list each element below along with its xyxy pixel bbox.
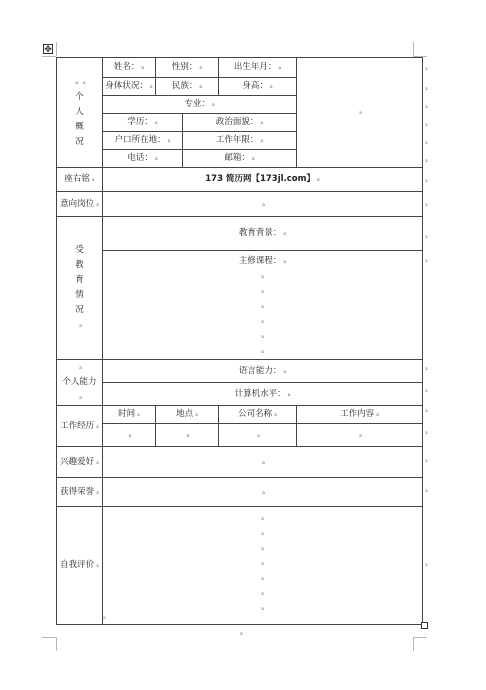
photo-cell[interactable]: ₐ [297,58,423,168]
honors-value[interactable]: ₐ [103,478,423,507]
email-cell[interactable]: 邮箱： ₐ [183,150,297,168]
self-eval-label: 自我评价 ₐ [57,507,103,625]
row-end-marker: ₐ [425,138,428,146]
ethnicity-cell[interactable]: 民族： ₐ [156,78,219,96]
row-end-marker: ₐ [425,428,428,436]
computer-cell[interactable]: 计算机水平： ₐ [103,383,423,406]
ability-label: ₐ 个人能力 ₐ [57,360,103,406]
name-cell[interactable]: 姓名： ₐ [103,58,156,78]
row-end-marker: ₐ [425,64,428,72]
crop-mark-bottom-left-h [42,637,56,638]
row-end-marker: ₐ [425,486,428,494]
education-level-cell[interactable]: 学历： ₐ [103,114,183,132]
row-end-marker: ₐ [425,84,428,92]
position-label: 意向岗位 ₐ [57,192,103,217]
crop-mark-top-left [56,42,57,56]
phone-cell[interactable]: 电话： ₐ [103,150,183,168]
row-end-marker: ₐ [425,232,428,240]
row-end-marker: ₐ [425,456,428,464]
row-end-marker: ₐ [103,613,106,621]
crop-mark-bottom-right [413,637,414,651]
table-resize-handle[interactable] [421,622,428,629]
work-header-time: 时间 ₐ [103,406,156,424]
row-end-marker: ₐ [425,386,428,394]
row-end-marker: ₐ [425,406,428,414]
hobbies-value[interactable]: ₐ [103,447,423,478]
row-end-marker: ₐ [425,560,428,568]
row-end-marker: ₐ [425,120,428,128]
honors-label: 获得荣誉 ₐ [57,478,103,507]
personal-section-label: ₐ ₐ 个 人 概 况 [57,58,103,168]
crop-mark-bottom-right-h [413,637,427,638]
education-section-label: 受 教 育 情 况 ₐ [57,217,103,360]
work-time-value[interactable]: ₐ [103,424,156,447]
table-move-handle-icon[interactable]: ✥ [44,45,52,55]
row-end-marker: ₐ [425,102,428,110]
crop-mark-top-left-h [42,56,56,57]
motto-label: 座右铭 ₐ [57,168,103,192]
self-eval-value[interactable]: ₐ ₐ ₐ ₐ ₐ ₐ ₐ [103,507,423,625]
language-cell[interactable]: 语言能力： ₐ [103,360,423,383]
hobbies-label: 兴趣爱好 ₐ [57,447,103,478]
health-cell[interactable]: 身体状况： ₐ [103,78,156,96]
row-end-marker: ₐ [425,176,428,184]
height-cell[interactable]: 身高： ₐ [219,78,297,96]
birth-cell[interactable]: 出生年月： ₐ [219,58,297,78]
work-years-cell[interactable]: 工作年限： ₐ [183,132,297,150]
major-cell[interactable]: 专业： ₐ [103,96,297,114]
courses-cell[interactable]: 主修课程： ₐ ₐ ₐ ₐ ₐ ₐ ₐ [103,251,423,360]
work-content-value[interactable]: ₐ [297,424,423,447]
work-header-company: 公司名称 ₐ [219,406,297,424]
crop-mark-top-right [413,42,414,56]
row-end-marker: ₐ [425,256,428,264]
work-header-content: 工作内容 ₐ [297,406,423,424]
work-place-value[interactable]: ₐ [156,424,219,447]
row-end-marker: ₐ [425,200,428,208]
crop-mark-bottom-left [56,637,57,651]
education-background-cell[interactable]: 教育背景： ₐ [103,217,423,251]
motto-value[interactable]: 173 简历网【173jl.com】 ₐ [103,168,423,192]
paragraph-mark: ₐ [240,629,243,637]
hukou-cell[interactable]: 户口所在地： ₐ [103,132,183,150]
position-value[interactable]: ₐ [103,192,423,217]
row-end-marker: ₐ [425,364,428,372]
resume-table [56,57,423,625]
work-label: 工作经历 ₐ [57,406,103,447]
work-company-value[interactable]: ₐ [219,424,297,447]
gender-cell[interactable]: 性别： ₐ [156,58,219,78]
row-end-marker: ₐ [425,156,428,164]
work-header-place: 地点 ₐ [156,406,219,424]
politics-cell[interactable]: 政治面貌： ₐ [183,114,297,132]
